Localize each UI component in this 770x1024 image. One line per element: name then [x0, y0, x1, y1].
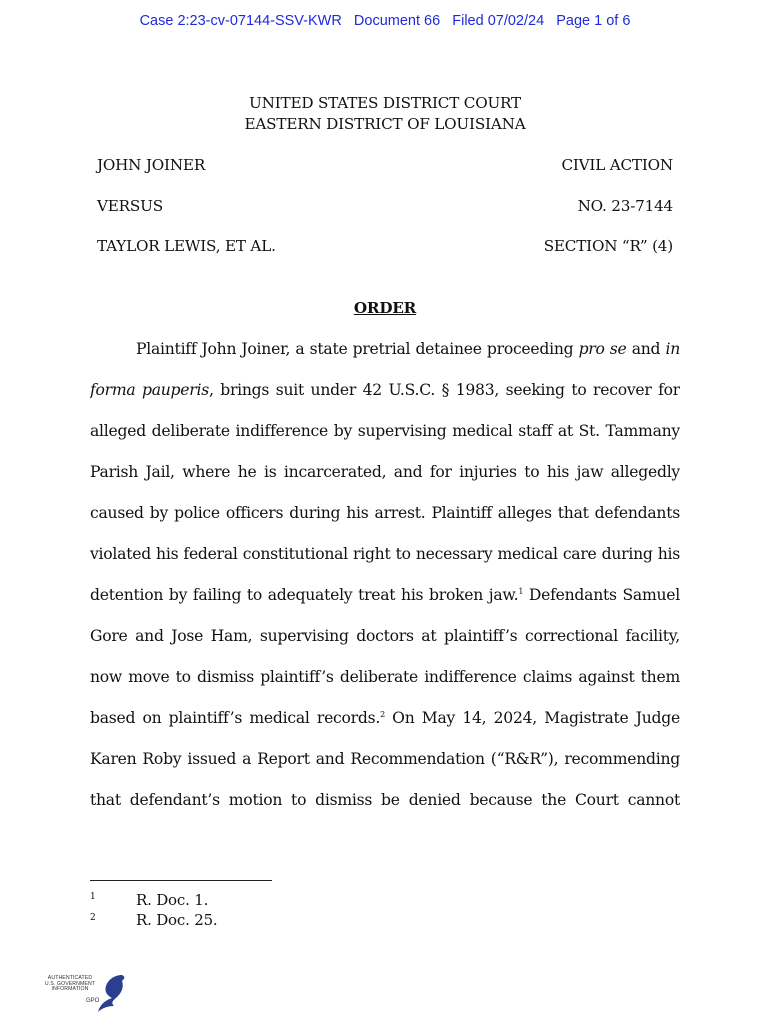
footnote-text: R. Doc. 25.: [136, 911, 218, 929]
court-name: UNITED STATES DISTRICT COURT: [249, 94, 521, 112]
seal-text: AUTHENTICATED U.S. GOVERNMENT INFORMATION: [44, 975, 96, 993]
seal-gpo-label: GPO: [86, 998, 100, 1004]
body-line: [136, 340, 680, 362]
civil-action-label: CIVIL ACTION: [561, 156, 673, 174]
footnote-number: 1: [90, 892, 96, 902]
versus-label: VERSUS: [97, 197, 163, 215]
body-line: now move to dismiss plaintiff’s deliberate indifference claims against them: [90, 668, 680, 686]
court-district: EASTERN DISTRICT OF LOUISIANA: [244, 115, 526, 133]
body-line: Karen Roby issued a Report and Recommendation (“R&R”), recommending: [90, 750, 680, 768]
body-line: Gore and Jose Ham, supervising doctors at plaintiff’s correctional facility,: [90, 627, 680, 645]
body-line: Parish Jail, where he is incarcerated, and for injuries to his jaw allegedly: [90, 463, 680, 481]
body-text: and: [626, 340, 666, 358]
body-text: , brings suit under 42 U.S.C. § 1983, seeking to recover for: [208, 381, 680, 399]
body-text: Plaintiff John Joiner, a state pretrial detainee proceeding: [136, 340, 579, 358]
body-text: Defendants Samuel: [523, 586, 680, 604]
footnote-number: 2: [90, 913, 96, 923]
eagle-icon: [92, 972, 128, 1016]
body-italic: in: [665, 340, 680, 358]
body-text: On May 14, 2024, Magistrate Judge: [384, 709, 680, 727]
body-text: detention by failing to adequately treat his broken jaw.: [90, 586, 519, 604]
body-line: violated his federal constitutional right to necessary medical care during his: [90, 545, 680, 563]
order-title: ORDER: [353, 299, 417, 317]
footnote-divider: [90, 880, 272, 881]
case-number: NO. 23-7144: [577, 197, 673, 215]
body-line: [90, 586, 680, 608]
section-label: SECTION “R” (4): [543, 237, 673, 255]
body-line: [90, 709, 680, 731]
footnote-text: R. Doc. 1.: [136, 891, 209, 909]
footnote-ref[interactable]: 1: [518, 587, 524, 596]
defendant-name: TAYLOR LEWIS, ET AL.: [97, 237, 276, 255]
body-text: based on plaintiff’s medical records.: [90, 709, 381, 727]
gpo-authentication-seal: [40, 972, 130, 1016]
body-line: alleged deliberate indifference by supervising medical staff at St. Tammany: [90, 422, 680, 440]
body-line: caused by police officers during his arrest. Plaintiff alleges that defendants: [90, 504, 680, 522]
body-italic: forma pauperis: [90, 381, 209, 399]
body-line: [90, 381, 680, 403]
case-header-stamp: Case 2:23-cv-07144-SSV-KWR Document 66 Filed 07/02/24 Page 1 of 6: [139, 13, 631, 29]
body-italic: pro se: [578, 340, 627, 358]
plaintiff-name: JOHN JOINER: [97, 156, 206, 174]
footnote-ref[interactable]: 2: [380, 710, 385, 719]
body-line: that defendant’s motion to dismiss be denied because the Court cannot: [90, 791, 680, 809]
